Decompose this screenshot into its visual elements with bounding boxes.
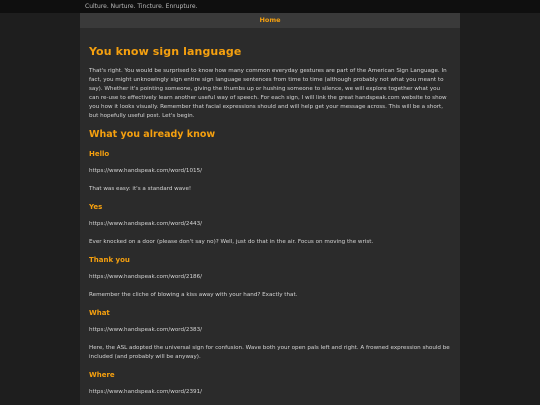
sign-link[interactable]: https://www.handspeak.com/word/2391/ (89, 388, 203, 395)
sign-link[interactable]: https://www.handspeak.com/word/2443/ (89, 221, 203, 228)
section-title: What you already know (89, 129, 216, 141)
sign-entry-hello (89, 150, 451, 194)
sign-note: That was easy: it's a standard wave! (89, 186, 192, 193)
sign-note: Ever knocked on a door (please don't say no)? Well, just do that in the air. Focus on moving the wrist. (89, 239, 374, 246)
home-link[interactable]: Home (259, 16, 281, 24)
sign-heading: Yes (89, 203, 103, 212)
sign-entry-thank-you (89, 256, 451, 300)
sign-note: Remember the cliche of blowing a kiss away with your hand? Exactly that. (89, 292, 298, 299)
sign-heading: What (89, 309, 110, 318)
sign-entry-where (89, 371, 451, 396)
site-tagline-bar (0, 0, 540, 13)
sign-link[interactable]: https://www.handspeak.com/word/1015/ (89, 168, 203, 175)
site-tagline: Culture. Nurture. Tincture. Enrupture. (85, 3, 198, 10)
sign-heading: Thank you (89, 256, 130, 265)
sign-note: Here, the ASL adopted the universal sign for confusion. Wave both your open pals left and right. A frowned expression should be included (and probably will be anyway). (89, 345, 450, 361)
nav-bar (80, 13, 460, 28)
sign-link[interactable]: https://www.handspeak.com/word/2186/ (89, 274, 203, 281)
sign-heading: Hello (89, 150, 110, 159)
sign-entry-what (89, 309, 451, 362)
article-title: You know sign language (89, 45, 242, 58)
sign-link[interactable]: https://www.handspeak.com/word/2383/ (89, 327, 203, 334)
article-content (80, 28, 460, 405)
article-intro: That's right. You would be surprised to know how many common everyday gestures are part of the American Sign Language. In fact, you might unknowingly sign entire sign language sentences from time to time (although probably not what you meant to say). Whether it's pointing someone, giving the thumbs up or hushing someone to silence, we will explore together what you can re-use to effectively learn another useful way of speech. For each sign, I will link the great handspeak.com website to show you how it looks visually. Remember that facial expressions should and will help get your message across. This will be a short, but hopefully useful post. Let's begin. (89, 68, 447, 119)
sign-heading: Where (89, 370, 115, 379)
sign-entry-yes (89, 203, 451, 247)
